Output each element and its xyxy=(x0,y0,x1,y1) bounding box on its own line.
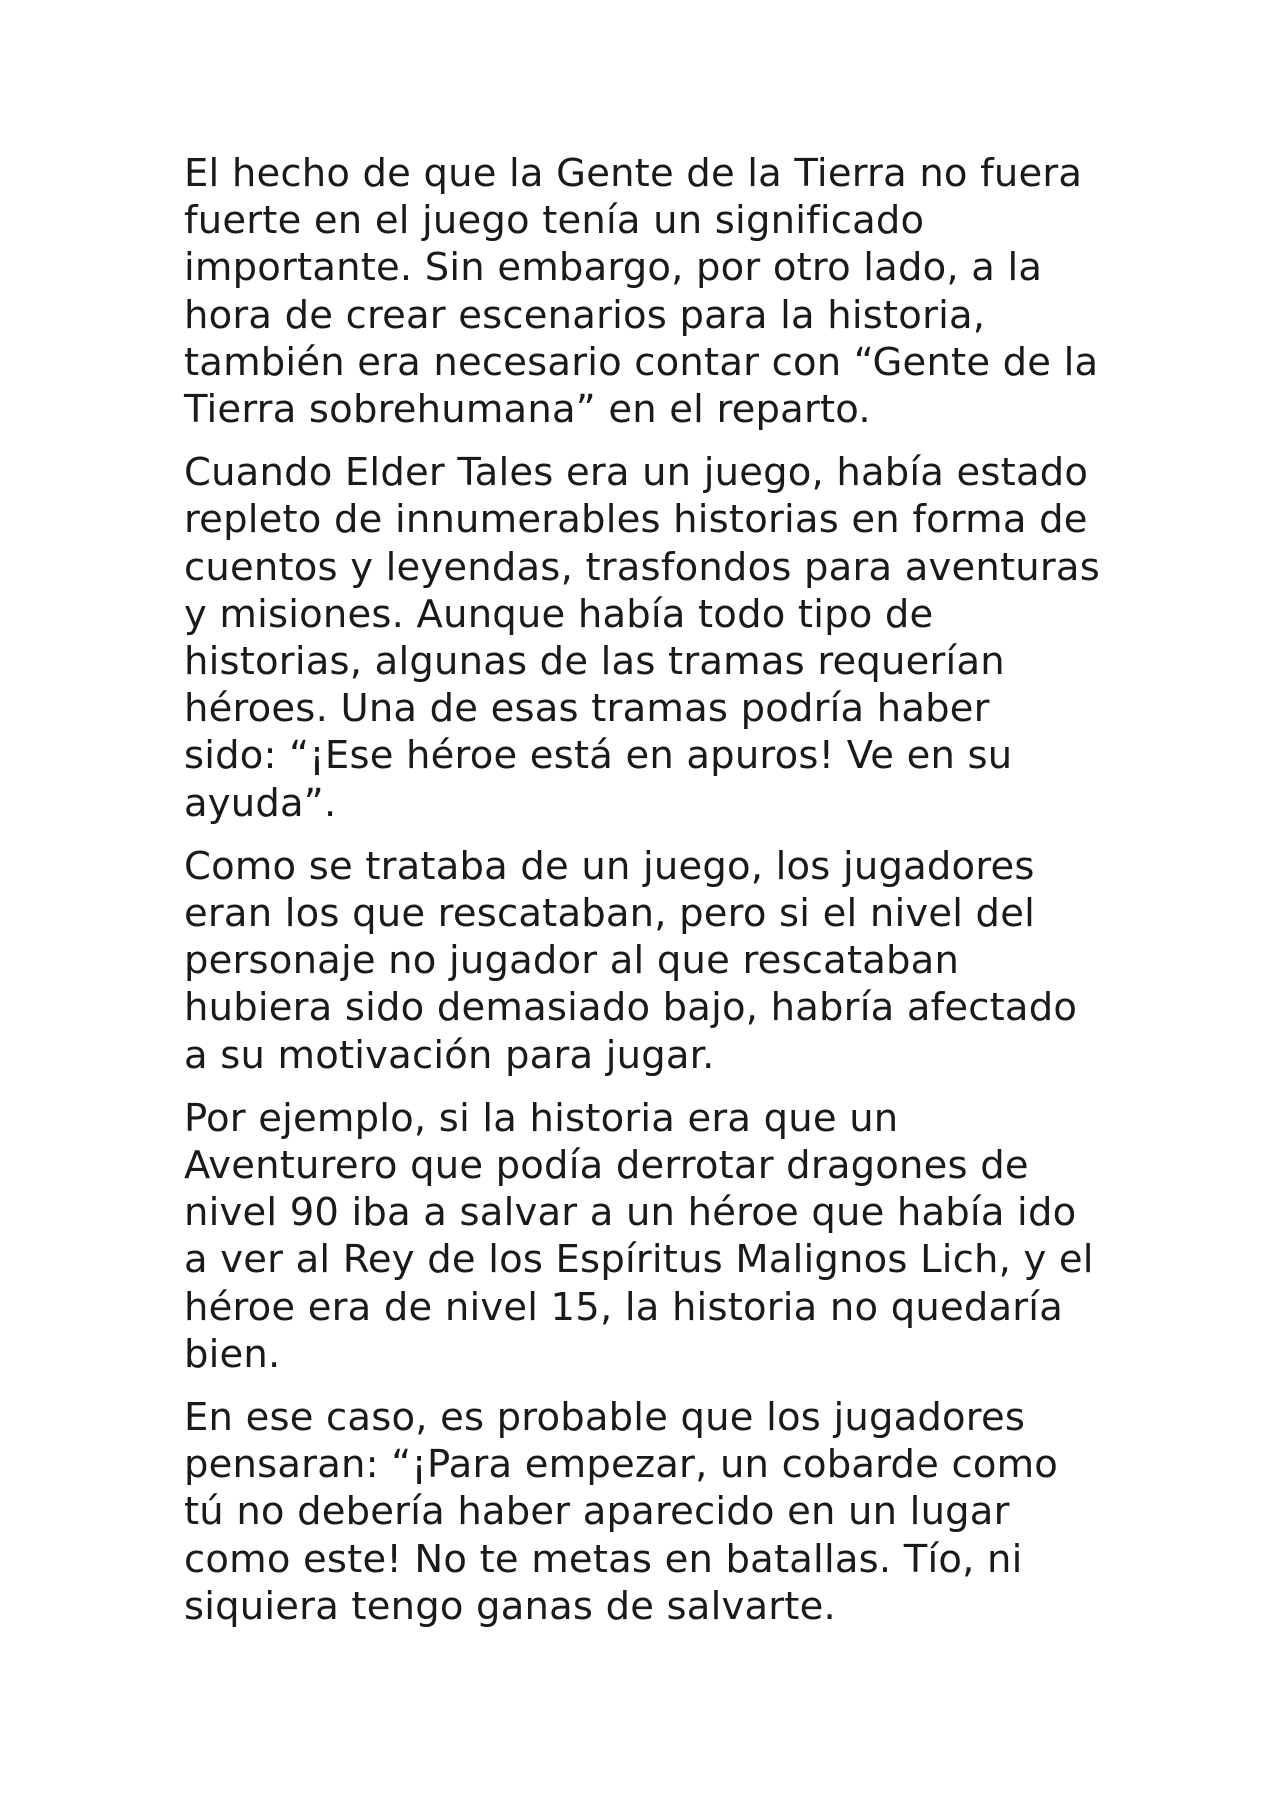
text-line: héroe era de nivel 15, la historia no quedaría xyxy=(184,1284,1063,1330)
text-line: como este! No te metas en batallas. Tío, ni xyxy=(184,1536,1023,1582)
text-line: repleto de innumerables historias en forma de xyxy=(184,497,1088,543)
text-line: bien. xyxy=(184,1331,281,1377)
text-line: importante. Sin embargo, por otro lado, a la xyxy=(184,245,1043,291)
text-line: también era necesario contar con “Gente de la xyxy=(184,339,1099,385)
text-line: Aventurero que podía derrotar dragones de xyxy=(184,1143,1029,1189)
paragraph-3 xyxy=(184,843,1124,1079)
text-line: pensaran: “¡Para empezar, un cobarde como xyxy=(184,1442,1059,1488)
paragraph-2 xyxy=(184,449,1124,827)
text-line: tú no debería haber aparecido en un lugar xyxy=(184,1489,1010,1535)
text-line: El hecho de que la Gente de la Tierra no fuera xyxy=(184,151,1083,196)
text-line: hora de crear escenarios para la historia, xyxy=(184,292,986,338)
text-line: héroes. Una de esas tramas podría haber xyxy=(184,686,990,732)
paragraph-4 xyxy=(184,1095,1124,1378)
text-line: a su motivación para jugar. xyxy=(184,1032,715,1078)
text-line: a ver al Rey de los Espíritus Malignos Lich, y el xyxy=(184,1237,1094,1283)
text-line: Por ejemplo, si la historia era que un xyxy=(184,1095,899,1141)
text-line: Cuando Elder Tales era un juego, había estado xyxy=(184,450,1089,496)
text-line: Tierra sobrehumana” en el reparto. xyxy=(184,387,871,433)
paragraph-5 xyxy=(184,1394,1124,1630)
text-line: fuerte en el juego tenía un significado xyxy=(184,198,925,244)
text-line: nivel 90 iba a salvar a un héroe que había ido xyxy=(184,1190,1077,1236)
text-line: cuentos y leyendas, trasfondos para aventuras xyxy=(184,544,1100,590)
text-line: personaje no jugador al que rescataban xyxy=(184,938,960,984)
text-line: siquiera tengo ganas de salvarte. xyxy=(184,1583,836,1629)
text-line: eran los que rescataban, pero si el nivel del xyxy=(184,891,1035,937)
body-text xyxy=(184,150,1124,1646)
text-line: sido: “¡Ese héroe está en apuros! Ve en su xyxy=(184,733,1013,779)
text-line: ayuda”. xyxy=(184,780,337,826)
text-line: En ese caso, es probable que los jugadores xyxy=(184,1395,1026,1441)
text-line: historias, algunas de las tramas requerían xyxy=(184,639,1005,685)
text-line: y misiones. Aunque había todo tipo de xyxy=(184,591,934,637)
text-line: hubiera sido demasiado bajo, habría afectado xyxy=(184,985,1078,1031)
paragraph-1 xyxy=(184,150,1124,433)
text-line: Como se trataba de un juego, los jugadores xyxy=(184,843,1035,889)
